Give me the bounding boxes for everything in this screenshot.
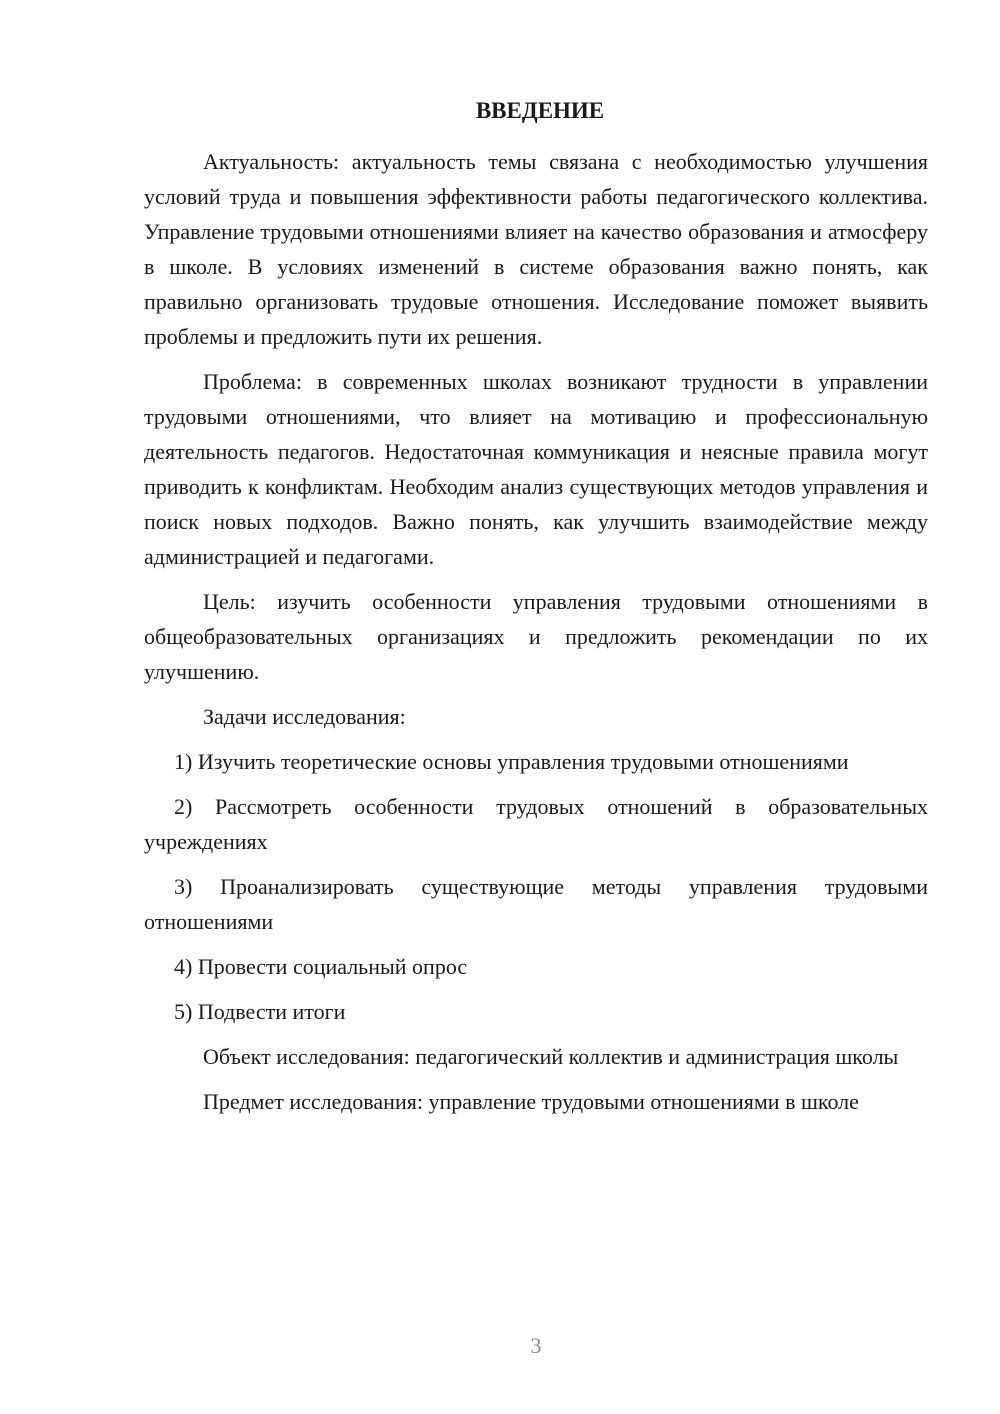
page-number: 3 [530,1333,542,1358]
task-item: 5) Подвести итоги [174,999,346,1024]
task-item: 4) Провести социальный опрос [174,954,468,979]
object-paragraph: Объект исследования: педагогический коллектив и администрация школы [203,1044,899,1069]
problem-paragraph: Проблема: в современных школах возникают трудности в управлении трудовыми отношениями, что влияет на мотивацию и профессиональную деятельность педагогов. Недостаточная коммуникация и неясные правила могут приводить к конфликтам. Необходим анализ существующих методов управления и поиск новых подходов. Важно понять, как улучшить взаимодействие между администрацией и педагогами. [144,369,928,569]
task-item: 1) Изучить теоретические основы управления трудовыми отношениями [174,749,849,774]
relevance-paragraph: Актуальность: актуальность темы связана с необходимостью улучшения условий труда и повышения эффективности работы педагогического коллектива. Управление трудовыми отношениями влияет на качество образования и атмосферу в школе. В условиях изменений в системе образования важно понять, как правильно организовать трудовые отношения. Исследование поможет выявить проблемы и предложить пути их решения. [144,149,928,349]
goal-paragraph: Цель: изучить особенности управления трудовыми отношениями в общеобразовательных организациях и предложить рекомендации по их улучшению. [144,589,928,684]
document-page [144,96,928,1129]
subject-paragraph: Предмет исследования: управление трудовыми отношениями в школе [203,1089,859,1114]
tasks-title: Задачи исследования: [203,704,406,729]
section-heading: ВВЕДЕНИЕ [475,98,605,123]
task-item: 2) Рассмотреть особенности трудовых отношений в образовательных учреждениях [144,794,928,854]
task-item: 3) Проанализировать существующие методы управления трудовыми отношениями [144,874,928,934]
